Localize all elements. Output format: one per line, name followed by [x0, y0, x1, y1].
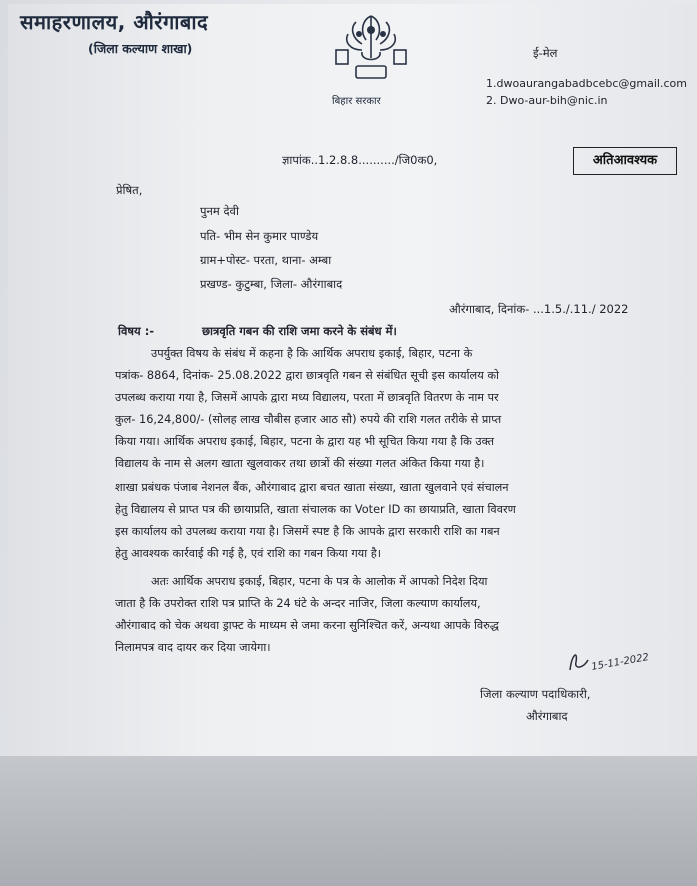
body-line: उपलब्ध कराया गया है, जिसमें आपके द्वारा मध्य विद्यालय, परता में छात्रवृति वितरण के नाम पर: [115, 391, 499, 404]
body-line: शाखा प्रबंधक पंजाब नेशनल बैंक, औरंगाबाद द्वारा बचत खाता संख्या, खाता खुलवाने एवं संचालन: [115, 481, 509, 494]
urgency-stamp: अतिआवश्यक: [573, 147, 677, 175]
date-line: औरंगाबाद, दिनांक- ...1.5./.11./ 2022: [449, 302, 629, 316]
body-line: कुल- 16,24,800/- (सोलह लाख चौबीस हजार आठ सौ) रुपये की राशि गलत तरीके से प्राप्त: [115, 413, 502, 426]
handwritten-signature: [562, 640, 662, 680]
signature-date: 15-11-2022: [590, 652, 650, 673]
body-line: हेतु आवश्यक कार्रवाई की गई है, एवं राशि का गबन किया गया है।: [115, 547, 382, 560]
body-line: किया गया। आर्थिक अपराध इकाई, बिहार, पटना के द्वारा यह भी सूचित किया गया है कि उक्त: [115, 435, 495, 448]
body-line: अतः आर्थिक अपराध इकाई, बिहार, पटना के पत्र के आलोक में आपको निदेश दिया: [151, 575, 488, 588]
body-line: उपर्युक्त विषय के संबंध में कहना है कि आर्थिक अपराध इकाई, बिहार, पटना के: [151, 347, 473, 360]
emblem-caption: बिहार सरकार: [332, 96, 381, 107]
office-subtitle: (जिला कल्याण शाखा): [88, 41, 193, 56]
recipient-line: प्रखण्ड- कुटुम्बा, जिला- औरंगाबाद: [200, 277, 343, 291]
signatory-place: औरंगाबाद: [526, 709, 568, 723]
body-line: इस कार्यालय को उपलब्ध कराया गया है। जिसमें स्पष्ट है कि आपके द्वारा सरकारी राशि का गबन: [115, 525, 500, 538]
body-line: पत्रांक- 8864, दिनांक- 25.08.2022 द्वारा छात्रवृति गबन से संबंधित सूची इस कार्यालय को: [115, 369, 499, 382]
to-label: प्रेषित,: [116, 183, 143, 197]
body-line: हेतु विद्यालय से प्राप्त पत्र की छायाप्रति, खाता संचालक का Voter ID का छायाप्रति, खाता विवरण: [115, 503, 516, 516]
subject-text: छात्रवृति गबन की राशि जमा करने के संबंध में।: [202, 324, 397, 338]
bihar-emblem-icon: [326, 6, 416, 88]
body-line: विद्यालय के नाम से अलग खाता खुलवाकर तथा छात्रों की संख्या गलत अंकित किया गया है।: [115, 457, 485, 470]
office-title: समाहरणालय, औरंगाबाद: [20, 10, 209, 34]
body-line: जाता है कि उपरोक्त राशि पत्र प्राप्ति के 24 घंटे के अन्दर नाजिर, जिला कल्याण कार्यालय,: [115, 597, 481, 610]
recipient-line: पति- भीम सेन कुमार पाण्डेय: [200, 229, 319, 243]
body-line: औरंगाबाद को चेक अथवा ड्राफ्ट के माध्यम से जमा करना सुनिश्चित करें, अन्यथा आपके विरुद्ध: [115, 619, 499, 632]
body-line: निलामपत्र वाद दायर कर दिया जायेगा।: [115, 641, 271, 654]
reference-number: ज्ञापांक..1.2.8.8........../जि0क0,: [282, 153, 438, 167]
recipient-line: ग्राम+पोस्ट- परता, थाना- अम्बा: [200, 253, 332, 267]
email-line-1: 1.dwoaurangabadbcebc@gmail.com: [486, 77, 687, 90]
email-line-2: 2. Dwo-aur-bih@nic.in: [486, 94, 608, 107]
email-label: ई-मेल: [533, 46, 558, 60]
table-surface: [0, 756, 697, 886]
subject-label: विषय :-: [118, 324, 155, 338]
signatory-designation: जिला कल्याण पदाधिकारी,: [480, 687, 591, 701]
recipient-line: पुनम देवी: [200, 204, 239, 218]
